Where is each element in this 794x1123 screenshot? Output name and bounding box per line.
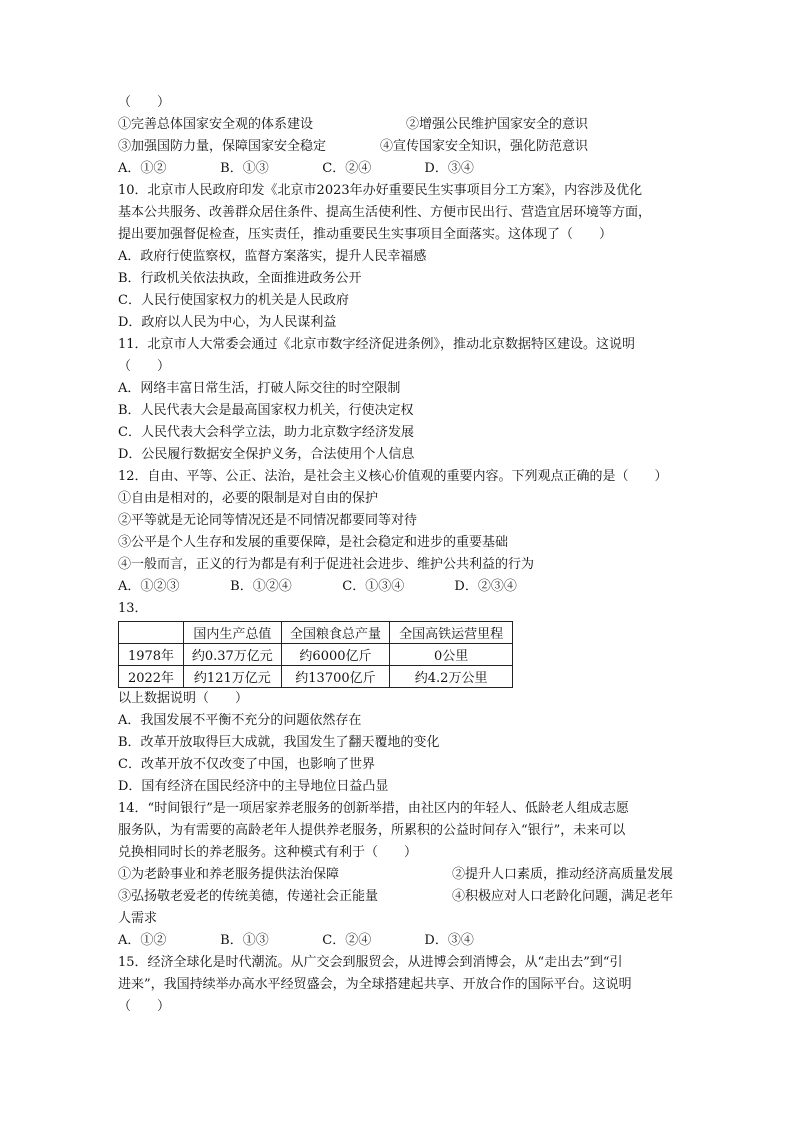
q11-stem-line-2: （ ） — [118, 359, 171, 374]
q13-option-c[interactable]: C．改革开放不仅改变了中国，也影响了世界 — [118, 757, 375, 772]
q9-option-a[interactable]: A．①② — [118, 161, 167, 176]
q10-option-a[interactable]: A．政府行使监察权，监督方案落实，提升人民幸福感 — [118, 249, 427, 264]
table-cell: 2022年 — [119, 666, 184, 688]
table-cell: 约121万亿元 — [184, 666, 282, 688]
q14-stem-line-1: 14．“时间银行”是一项居家养老服务的创新举措，由社区内的年轻人、低龄老人组成志愿 — [118, 801, 629, 816]
q9-item-2: ②增强公民维护国家安全的意识 — [405, 117, 588, 132]
q14-items-row2 — [118, 886, 673, 908]
q12-item-4: ④一般而言，正义的行为都是有利于促进社会进步、维护公共利益的行为 — [118, 557, 535, 572]
q12-item-1: ①自由是相对的，必要的限制是对自由的保护 — [118, 491, 379, 506]
q13-data-table — [118, 621, 513, 688]
table-header-cell: 全国高铁运营里程 — [390, 622, 513, 644]
q13-option-b[interactable]: B．改革开放取得巨大成就，我国发生了翻天覆地的变化 — [118, 735, 440, 750]
q14-stem-line-2: 服务队，为有需要的高龄老年人提供养老服务，所累积的公益时间存入“银行”，未来可以 — [118, 823, 626, 838]
table-cell: 约13700亿斤 — [281, 666, 390, 688]
q9-items-row2 — [118, 136, 588, 158]
table-header-cell: 国内生产总值 — [184, 622, 282, 644]
q12-options — [118, 576, 680, 598]
q9-options — [118, 158, 680, 180]
table-cell: 约6000亿斤 — [281, 644, 390, 666]
q11-option-d[interactable]: D．公民履行数据安全保护义务，合法使用个人信息 — [118, 447, 415, 462]
q14-item-4: ④积极应对人口老龄化问题，满足老年 — [451, 889, 673, 904]
table-header-cell: 全国粮食总产量 — [281, 622, 390, 644]
q11-option-a[interactable]: A．网络丰富日常生活，打破人际交往的时空限制 — [118, 381, 401, 396]
q10-stem-line-3: 提出要加强督促检查，压实责任，推动重要民生实事项目全面落实。这体现了（ ） — [118, 227, 613, 242]
q9-option-b[interactable]: B．①③ — [220, 161, 269, 176]
q13-stem: 以上数据说明（ ） — [118, 691, 249, 706]
q10-stem-line-2: 基本公共服务、改善群众居住条件、提高生活使利性、方便市民出行、营造宜居环境等方面， — [118, 205, 652, 220]
table-row — [119, 666, 513, 688]
q12-option-a[interactable]: A．①②③ — [118, 579, 180, 594]
table-cell: 约0.37万亿元 — [184, 644, 282, 666]
q14-stem-line-3: 兑换相同时长的养老服务。这种模式有利于（ ） — [118, 845, 418, 860]
q12-option-c[interactable]: C．①③④ — [342, 579, 405, 594]
q9-item-1: ①完善总体国家安全观的体系建设 — [118, 117, 314, 132]
q14-item-1: ①为老龄事业和养老服务提供法治保障 — [118, 867, 340, 882]
q12-option-b[interactable]: B．①②④ — [230, 579, 292, 594]
q9-option-d[interactable]: D．③④ — [424, 161, 474, 176]
q9-item-3: ③加强国防力量，保障国家安全稳定 — [118, 139, 327, 154]
q9-option-c[interactable]: C．②④ — [322, 161, 372, 176]
q9-item-4: ④宣传国家安全知识，强化防范意识 — [379, 139, 588, 154]
q14-item-4-cont: 人需求 — [118, 911, 158, 926]
q12-item-3: ③公平是个人生存和发展的重要保障，是社会稳定和进步的重要基础 — [118, 535, 509, 550]
table-cell: 1978年 — [119, 644, 184, 666]
q13-number: 13． — [118, 601, 148, 616]
q10-option-b[interactable]: B．行政机关依法执政，全面推进政务公开 — [118, 271, 362, 286]
q14-option-c[interactable]: C．②④ — [322, 933, 372, 948]
q13-option-d[interactable]: D．国有经济在国民经济中的主导地位日益凸显 — [118, 779, 389, 794]
q10-option-c[interactable]: C．人民行使国家权力的机关是人民政府 — [118, 293, 349, 308]
q12-stem: 12．自由、平等、公正、法治，是社会主义核心价值观的重要内容。下列观点正确的是（ ） — [118, 469, 668, 484]
q9-items-row1 — [118, 114, 588, 136]
q15-stem-line-2: 进来”，我国持续举办高水平经贸盛会，为全球搭建起共享、开放合作的国际平台。这说明 — [118, 977, 632, 992]
q10-option-d[interactable]: D．政府以人民为中心，为人民谋利益 — [118, 315, 337, 330]
q14-option-b[interactable]: B．①③ — [220, 933, 269, 948]
q15-stem-line-3: （ ） — [118, 999, 171, 1014]
q14-option-a[interactable]: A．①② — [118, 933, 167, 948]
table-header-row — [119, 622, 513, 644]
table-cell: 0公里 — [390, 644, 513, 666]
q15-stem-line-1: 15．经济全球化是时代潮流。从广交会到服贸会，从进博会到消博会，从“走出去”到“引 — [118, 955, 623, 970]
exam-page — [118, 92, 680, 1018]
q14-item-2: ②提升人口素质，推动经济高质量发展 — [451, 867, 673, 882]
q11-stem-line-1: 11．北京市人大常委会通过《北京市数字经济促进条例》，推动北京数据特区建设。这说明 — [118, 337, 636, 352]
q14-item-3: ③弘扬敬老爱老的传统美德，传递社会正能量 — [118, 889, 379, 904]
q12-item-2: ②平等就是无论同等情况还是不同情况都要同等对待 — [118, 513, 418, 528]
q14-options — [118, 930, 680, 952]
q11-option-b[interactable]: B．人民代表大会是最高国家权力机关，行使决定权 — [118, 403, 414, 418]
q9-bracket: （ ） — [118, 95, 171, 110]
q10-stem-line-1: 10．北京市人民政府印发《北京市2023年办好重要民生实事项目分工方案》，内容涉及优化 — [118, 183, 643, 198]
table-row — [119, 644, 513, 666]
q14-items-row1 — [118, 864, 673, 886]
table-header-cell — [119, 622, 184, 644]
q13-option-a[interactable]: A．我国发展不平衡不充分的问题依然存在 — [118, 713, 362, 728]
table-cell: 约4.2万公里 — [390, 666, 513, 688]
q14-option-d[interactable]: D．③④ — [424, 933, 474, 948]
q11-option-c[interactable]: C．人民代表大会科学立法，助力北京数字经济发展 — [118, 425, 414, 440]
q12-option-d[interactable]: D．②③④ — [454, 579, 517, 594]
